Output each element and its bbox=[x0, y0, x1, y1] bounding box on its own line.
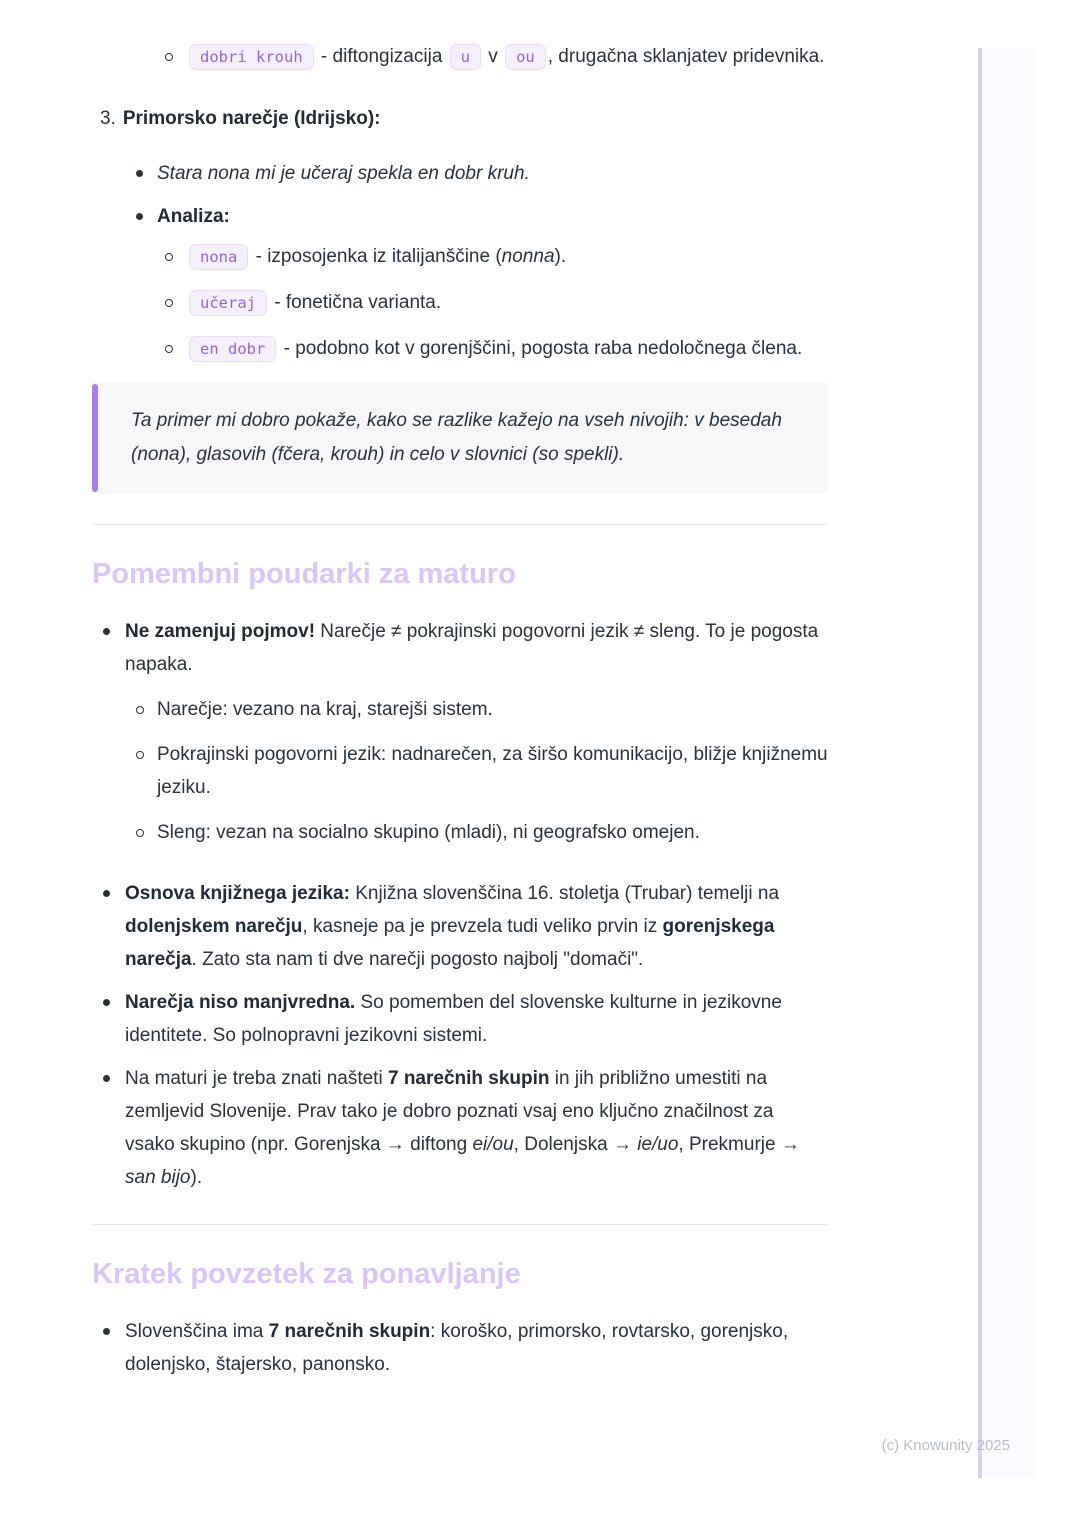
matura-item-pojmi bbox=[92, 615, 828, 681]
callout-accent-bar bbox=[92, 384, 98, 492]
disc-bullet-icon bbox=[136, 170, 143, 177]
bold-lead: Osnova knjižnega jezika: bbox=[125, 883, 350, 904]
matura-item-osnova bbox=[92, 877, 828, 976]
text-segment: Na maturi je treba znati našteti bbox=[125, 1068, 388, 1089]
inline-code-en-dobr: en dobr bbox=[189, 336, 276, 362]
analysis-label-item bbox=[92, 200, 828, 233]
inline-code-u: u bbox=[450, 44, 481, 70]
list-item-dobri-krouh bbox=[92, 40, 828, 74]
circle-bullet-icon bbox=[136, 829, 144, 837]
text-segment: : koroško, primorsko, rovtarsko, gorenjsko, dolenjsko, štajersko, panonsko. bbox=[125, 1321, 789, 1375]
example-sentence: Stara nona mi je učeraj spekla en dobr kruh. bbox=[157, 163, 530, 184]
matura-item-text bbox=[125, 986, 828, 1052]
text-segment: , drugačna sklanjatev pridevnika. bbox=[547, 46, 825, 67]
analysis-item-text bbox=[187, 240, 828, 274]
disc-bullet-icon bbox=[103, 1075, 110, 1082]
disc-bullet-icon bbox=[103, 1328, 110, 1335]
circle-bullet-icon bbox=[136, 706, 144, 714]
circle-bullet-icon bbox=[165, 299, 173, 307]
analysis-item-nona bbox=[92, 240, 828, 274]
subitem-text: Narečje: vezano na kraj, starejši sistem. bbox=[157, 699, 493, 720]
italic-segment: ie/uo bbox=[637, 1134, 679, 1155]
analysis-label-text: Analiza: bbox=[157, 206, 230, 227]
disc-bullet-icon bbox=[103, 628, 110, 635]
disc-bullet-icon bbox=[136, 213, 143, 220]
text-segment: ). bbox=[554, 246, 567, 267]
subitem-text: Pokrajinski pogovorni jezik: nadnarečen, za širšo komunikacijo, bližje knjižnemu jeziku. bbox=[157, 744, 828, 798]
subitem-text: Sleng: vezan na socialno skupino (mladi), ni geografsko omejen. bbox=[157, 822, 700, 843]
example-sentence-item bbox=[92, 157, 828, 190]
circle-bullet-icon bbox=[165, 53, 173, 61]
list-item-text bbox=[187, 40, 828, 74]
matura-subitem-narecje bbox=[92, 693, 828, 726]
italic-segment: san bijo bbox=[125, 1167, 191, 1188]
inline-code-dobri-krouh: dobri krouh bbox=[189, 44, 314, 70]
section-divider bbox=[92, 524, 828, 525]
document-content bbox=[92, 40, 828, 1381]
bold-lead: Narečja niso manjvredna. bbox=[125, 992, 356, 1013]
analysis-label bbox=[157, 200, 828, 233]
summary-item-text bbox=[125, 1315, 828, 1381]
section-divider bbox=[92, 1224, 828, 1225]
italic-segment: ei/ou bbox=[472, 1134, 514, 1155]
text-segment: - diftongizacija bbox=[315, 46, 448, 67]
circle-bullet-icon bbox=[136, 751, 144, 759]
summary-item-skupine bbox=[92, 1315, 828, 1381]
inline-code-ou: ou bbox=[505, 44, 546, 70]
text-segment: ). bbox=[190, 1167, 203, 1188]
matura-item-sedem-skupin bbox=[92, 1062, 828, 1194]
bold-segment: 7 narečnih skupin bbox=[268, 1321, 431, 1342]
inline-code-nona: nona bbox=[189, 244, 248, 270]
matura-item-manjvredna bbox=[92, 986, 828, 1052]
italic-word: nonna bbox=[501, 246, 555, 267]
text-segment: Slovenščina ima bbox=[125, 1321, 269, 1342]
circle-bullet-icon bbox=[165, 345, 173, 353]
bold-segment: gorenjskega narečja bbox=[125, 916, 775, 970]
list-number: 3. bbox=[100, 108, 116, 129]
copyright-label: (c) Knowunity 2025 bbox=[881, 1437, 1010, 1454]
matura-item-text bbox=[125, 615, 828, 681]
text-segment: , Dolenjska → bbox=[513, 1134, 638, 1155]
section-title-matura: Pomembni poudarki za maturo bbox=[92, 558, 516, 590]
text-segment: , kasneje pa je prevzela tudi veliko prvin iz bbox=[302, 916, 663, 937]
callout-text: Ta primer mi dobro pokaže, kako se razlike kažejo na vseh nivojih: v besedah (nona), glasovih (fčera, krouh) in celo v slovnici (so spekli). bbox=[131, 410, 782, 465]
bold-segment: dolenjskem narečju bbox=[125, 916, 303, 937]
section-title-povzetek: Kratek povzetek za ponavljanje bbox=[92, 1258, 521, 1290]
text-segment: - izposojenka iz italijanščine ( bbox=[250, 246, 502, 267]
analysis-item-uceraj bbox=[92, 286, 828, 320]
text-segment: , Prekmurje → bbox=[678, 1134, 800, 1155]
text-segment: - fonetična varianta. bbox=[269, 292, 442, 313]
text-segment: So pomemben del slovenske kulturne in jezikovne identitete. So polnopravni jezikovni sistemi. bbox=[125, 992, 782, 1046]
analysis-item-text bbox=[187, 332, 828, 366]
bold-lead: Ne zamenjuj pojmov! bbox=[125, 621, 316, 642]
analysis-item-en-dobr bbox=[92, 332, 828, 366]
numbered-item-title: Primorsko narečje (Idrijsko): bbox=[122, 108, 381, 129]
circle-bullet-icon bbox=[165, 253, 173, 261]
bold-segment: 7 narečnih skupin bbox=[387, 1068, 550, 1089]
text-segment: v bbox=[483, 46, 504, 67]
matura-item-text bbox=[125, 877, 828, 976]
callout bbox=[92, 382, 828, 494]
text-segment: Narečje ≠ pokrajinski pogovorni jezik ≠ sleng. To je pogosta napaka. bbox=[125, 621, 819, 675]
text-segment: in jih približno umestiti na zemljevid Slovenije. Prav tako je dobro poznati vsaj eno ključno značilnost za vsako skupino (npr. Gorenjska → diftong bbox=[125, 1068, 774, 1155]
text-segment: . Zato sta nam ti dve narečji pogosto najbolj "domači". bbox=[191, 949, 644, 970]
text-segment: - podobno kot v gorenjščini, pogosta raba nedoločnega člena. bbox=[278, 338, 803, 359]
disc-bullet-icon bbox=[103, 890, 110, 897]
disc-bullet-icon bbox=[103, 999, 110, 1006]
inline-code-uceraj: učeraj bbox=[189, 290, 267, 316]
analysis-item-text bbox=[187, 286, 828, 320]
page-edge-strip bbox=[978, 48, 1036, 1478]
matura-subitem-sleng bbox=[92, 816, 828, 849]
numbered-item-primorsko bbox=[92, 102, 828, 135]
text-segment: Knjižna slovenščina 16. stoletja (Trubar) temelji na bbox=[349, 883, 780, 904]
matura-item-text bbox=[125, 1062, 828, 1194]
matura-subitem-pokrajinski bbox=[92, 738, 828, 804]
